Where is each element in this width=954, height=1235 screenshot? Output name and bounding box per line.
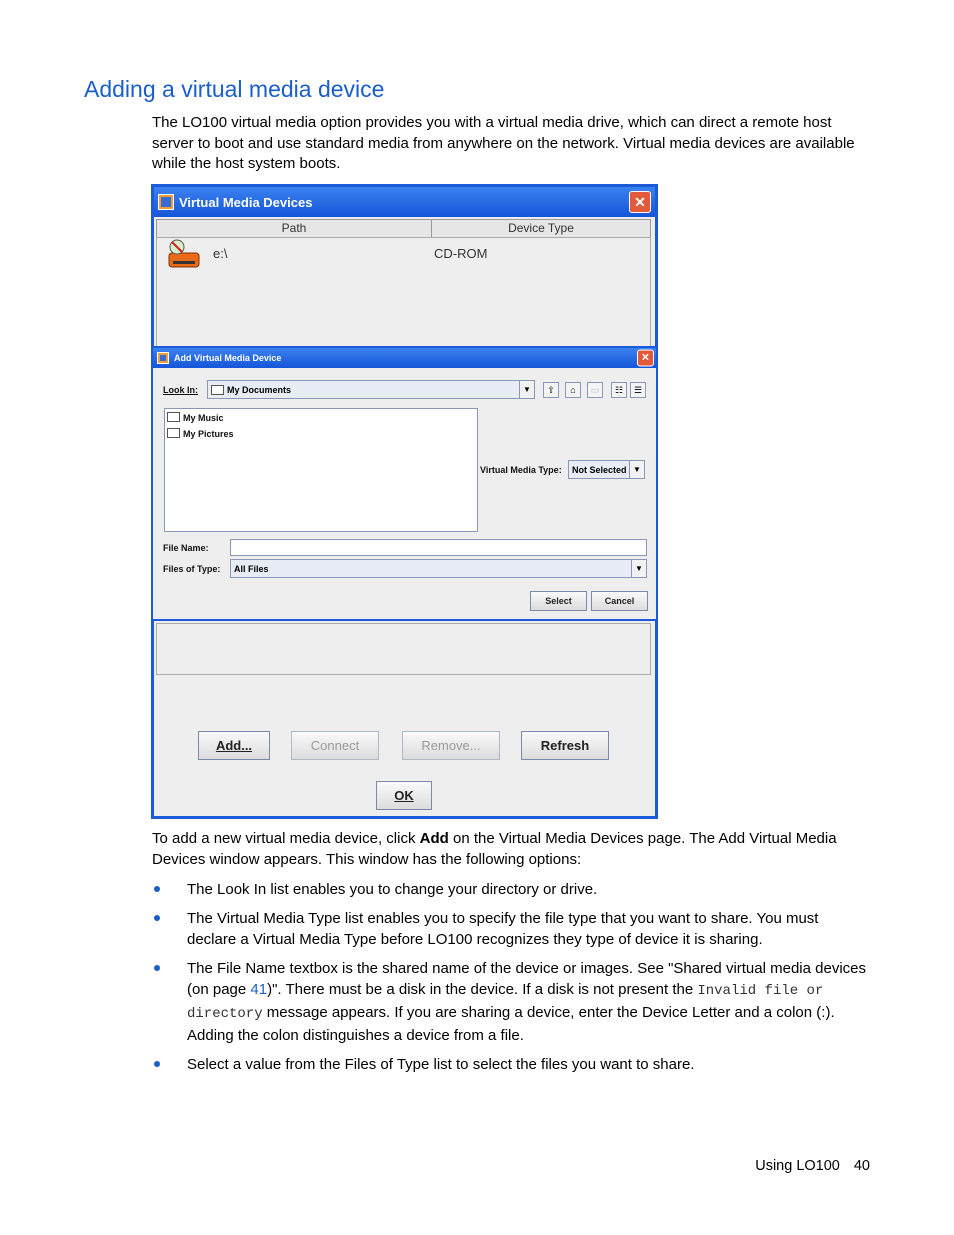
home-folder-icon[interactable]: ⌂ xyxy=(565,382,581,398)
devices-table-lower xyxy=(156,623,651,675)
options-list xyxy=(152,879,868,1083)
bullet-text: )". There must be a disk in the device. If a disk is not present the xyxy=(267,981,698,998)
page-number: 40 xyxy=(853,1158,870,1174)
files-of-type-value: All Files xyxy=(234,563,269,574)
close-icon[interactable]: ✕ xyxy=(629,191,651,213)
ok-button[interactable]: OK xyxy=(376,781,432,810)
folder-icon xyxy=(167,428,180,438)
devices-table-body xyxy=(156,237,651,347)
remove-button[interactable]: Remove... xyxy=(402,731,500,760)
intro-paragraph: The LO100 virtual media option provides you with a virtual media drive, which can direct a remote host server to boot and use standard media from anywhere on the network. Virtual media devices are available while the host system boots. xyxy=(152,114,855,172)
app-icon xyxy=(158,194,174,210)
list-item xyxy=(152,879,868,900)
footer-section: Using LO100 xyxy=(755,1158,840,1174)
list-item[interactable] xyxy=(167,428,234,439)
connect-button[interactable]: Connect xyxy=(291,731,379,760)
chevron-down-icon: ▼ xyxy=(629,461,644,478)
folder-icon xyxy=(167,412,180,422)
virtual-media-type-label: Virtual Media Type: xyxy=(480,465,562,475)
vmd-titlebar xyxy=(154,187,655,217)
page-heading: Adding a virtual media device xyxy=(84,76,385,102)
bullet-icon xyxy=(154,915,160,921)
row-device-type: CD-ROM xyxy=(434,246,488,261)
list-item[interactable] xyxy=(167,412,224,423)
page-link[interactable]: 41 xyxy=(250,981,268,998)
files-of-type-dropdown[interactable] xyxy=(230,559,647,578)
row-path: e:\ xyxy=(213,246,228,261)
column-path[interactable]: Path xyxy=(157,220,432,237)
bullet-icon xyxy=(154,1061,160,1067)
details-view-icon[interactable]: ☰ xyxy=(630,382,646,398)
add-virtual-media-device-dialog xyxy=(151,346,658,621)
add-dialog-titlebar xyxy=(153,348,656,368)
code-text: Invalid file or directory xyxy=(187,983,824,1022)
add-dialog-title: Add Virtual Media Device xyxy=(174,353,282,363)
bullet-text: The Virtual Media Type list enables you to specify the file type that you want to share. You must declare a Virtual Media Type before LO100 recognizes they type of device it is sharing. xyxy=(187,910,819,948)
new-folder-icon[interactable]: ▭ xyxy=(587,382,603,398)
bullet-icon xyxy=(154,886,160,892)
file-name-input[interactable] xyxy=(230,539,647,556)
file-name-text: My Music xyxy=(183,413,224,423)
instructions-paragraph xyxy=(152,829,868,870)
instructions-bold: Add xyxy=(419,830,449,847)
virtual-media-type-value: Not Selected xyxy=(572,464,627,475)
screenshot xyxy=(151,184,658,819)
column-device-type[interactable]: Device Type xyxy=(508,221,574,235)
list-item xyxy=(152,908,868,950)
list-item xyxy=(152,1054,868,1075)
virtual-media-type-dropdown[interactable] xyxy=(568,460,645,479)
look-in-label: Look In: xyxy=(163,385,198,395)
vmd-title: Virtual Media Devices xyxy=(179,194,313,210)
bullet-text: The File Name textbox is the shared name of the device or images. See "Shared virtual media devices (on page xyxy=(187,960,866,998)
up-folder-icon[interactable]: ⇧ xyxy=(543,382,559,398)
cd-drive-icon xyxy=(167,239,201,271)
file-name-text: My Pictures xyxy=(183,429,234,439)
chevron-down-icon: ▼ xyxy=(631,560,646,577)
look-in-dropdown[interactable] xyxy=(207,380,535,399)
select-button[interactable]: Select xyxy=(530,591,587,611)
file-name-label: File Name: xyxy=(163,543,209,553)
list-item xyxy=(152,958,868,1046)
dialog-close-icon[interactable]: ✕ xyxy=(637,350,654,367)
instructions-text-end: on the Virtual Media Devices page. The Add Virtual Media Devices window appears. This window has the following options: xyxy=(152,830,837,868)
devices-table-header xyxy=(156,219,651,238)
bullet-text: The Look In list enables you to change your directory or drive. xyxy=(187,881,598,898)
list-view-icon[interactable]: ☷ xyxy=(611,382,627,398)
refresh-button[interactable]: Refresh xyxy=(521,731,609,760)
add-button[interactable]: Add... xyxy=(198,731,270,760)
bullet-icon xyxy=(154,965,160,971)
folder-icon xyxy=(211,385,224,395)
page-footer xyxy=(755,1158,870,1174)
cancel-button[interactable]: Cancel xyxy=(591,591,648,611)
chevron-down-icon: ▼ xyxy=(519,381,534,398)
dialog-app-icon xyxy=(157,352,169,364)
instructions-text: To add a new virtual media device, click xyxy=(152,830,420,847)
bullet-text: Select a value from the Files of Type list to select the files you want to share. xyxy=(187,1056,695,1073)
look-in-value: My Documents xyxy=(227,384,292,395)
table-row[interactable] xyxy=(157,238,650,272)
files-of-type-label: Files of Type: xyxy=(163,564,221,574)
file-list[interactable] xyxy=(164,408,478,532)
bullet-text: message appears. If you are sharing a device, enter the Device Letter and a colon (:). Adding the colon distinguishes a device from a file. xyxy=(187,1004,835,1044)
